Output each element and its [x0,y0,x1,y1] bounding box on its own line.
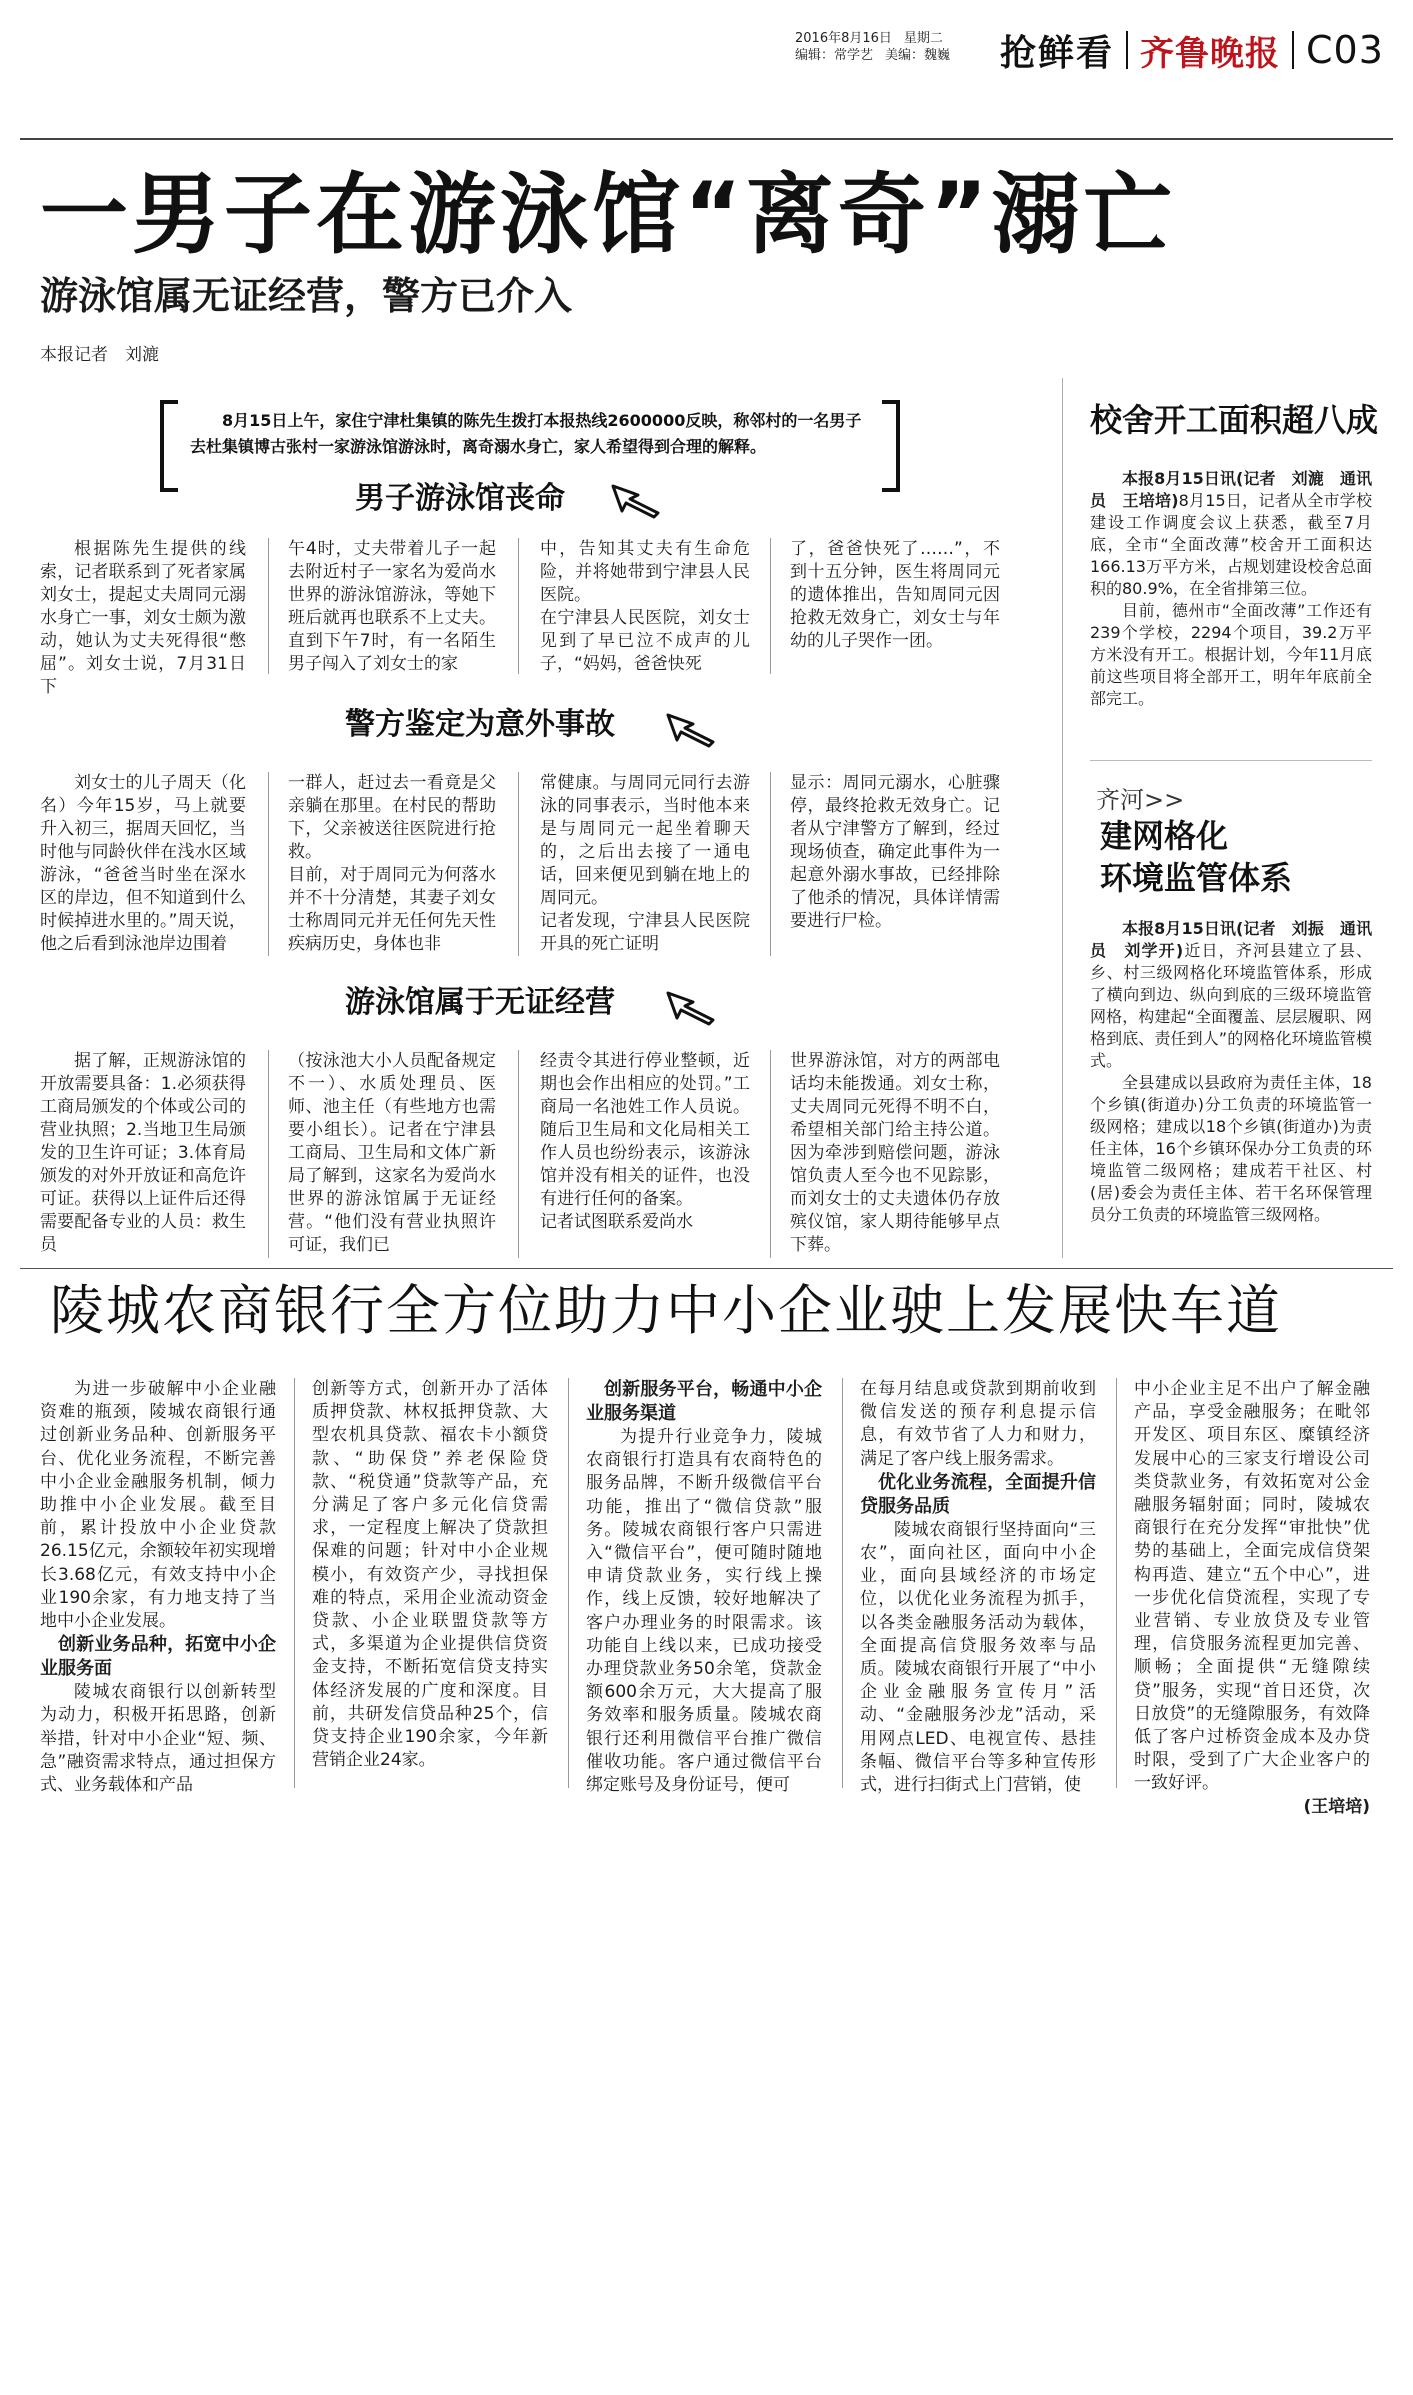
section-title: 游泳馆属于无证经营 [345,985,615,1020]
page-header [1000,24,1384,76]
cursor-arrow-icon [610,483,664,519]
column-rule [518,1050,519,1258]
designer-credit: 美编：魏巍 [885,48,951,63]
main-subhead: 游泳馆属无证经营，警方已介入 [40,274,573,318]
column-rule [770,1050,771,1258]
body-column: 刘女士的儿子周天（化名）今年15岁，马上就要升入初三，据周天回忆，当时他与同龄伙伴在浅水区域游泳，“爸爸当时坐在深水区的岸边，但不知道到什么时候掉进水里的。”周天说，他之后看到泳池岸边围着 [40,773,246,954]
ad-subheading: 创新业务品种，拓宽中小企业服务面 [40,1634,276,1680]
cursor-arrow-icon [665,712,719,748]
lead-bracket-right [882,400,900,492]
column-rule [518,772,519,956]
sidebar-story-divider [1090,760,1372,761]
body-column: 午4时，丈夫带着儿子一起去附近村子一家名为爱尚水世界的游泳馆游泳，等她下班后就再也联系不上丈夫。直到下午7时，有一名陌生男子闯入了刘女士的家 [288,539,496,674]
lead-text: 8月15日上午，家住宁津杜集镇的陈先生拨打本报热线2600000反映，称邻村的一名男子去杜集镇博古张村一家游泳馆游泳时，离奇溺水身亡，家人希望得到合理的解释。 [190,411,862,456]
ad-signature: (王培培) [1303,1796,1370,1817]
page-number: C03 [1306,28,1384,72]
header-divider [1126,31,1128,69]
body-column: 常健康。与周同元同行去游泳的同事表示，当时他本来是与周同元一起坐着聊天的，之后出去接了一通电话，回来便见到躺在地上的周同元。 记者发现，宁津县人民医院开具的死亡证明 [540,773,750,954]
body-column: 显示：周同元溺水，心脏骤停，最终抢救无效身亡。记者从宁津警方了解到，经过现场侦查，确定此事件为一起意外溺水事故，已经排除了他杀的情况，具体详情需要进行尸检。 [790,773,1000,931]
lead-bracket-left [160,400,178,492]
ad-column: 为进一步破解中小企业融资难的瓶颈，陵城农商银行通过创新业务品种、创新服务平台、优化业务流程，不断完善中小企业金融服务机制，倾力助推中小企业发展。截至目前，累计投放中小企业贷款26.15亿元，余额较年初实现增长3.68亿元，有效支持中小企业190余家，有力地支持了当地中小企业发展。 创新业务品种，拓宽中小企业服务面 陵城农商银行以创新转型为动力，积极开拓思路，创新举措，针对中小企业“短、频、急”融资需求特点，通过担保方式、业务载体和产品 [40,1379,276,1796]
ad-column: 创新服务平台，畅通中小企业服务渠道 为提升行业竞争力，陵城农商银行打造具有农商特色的服务品牌，不断升级微信平台功能，推出了“微信贷款”服务。陵城农商银行客户只需进入“微信平台”，便可随时随地申请贷款业务，实行线上操作，线上反馈，较好地解决了客户办理业务的时限需求。该功能自上线以来，已成功接受办理贷款业务50余笔，贷款金额600余万元，大大提高了服务效率和服务质量。陵城农商银行还利用微信平台推广微信催收功能。客户通过微信平台绑定账号及身份证号，便可 [586,1379,822,1796]
column-rule [268,772,269,956]
column-rule [268,1050,269,1258]
issue-date: 2016年8月16日 [795,31,892,46]
sidebar-story2-body: 本报8月15日讯(记者 刘振 通讯员 刘学开)近日，齐河县建立了县、乡、村三级网格化环境监管体系，形成了横向到边、纵向到底的三级环境监管网格，构建起“全面覆盖、层层履职、网格到底、责任到人”的网格化环境监管模式。 全县建成以县政府为责任主体，18个乡镇(街道办)分工负责的环境监管一级网格；建成以18个乡镇(街道办)为责任主体，16个乡镇环保办分工负责的环境监管二级网格；建成若干社区、村(居)委会为责任主体、若干名环保管理员分工负责的环境监管三级网格。 [1090,919,1372,1224]
sidebar-story1-body: 本报8月15日讯(记者 刘漉 通讯员 王培培)8月15日，记者从全市学校建设工作调度会议上获悉，截至7月底，全市“全面改薄”校舍开工面积达166.13万平方米，占规划建设校舍总面积的80.9%，在全省排第三位。 目前，德州市“全面改薄”工作还有239个学校，2294个项目，39.2万平方米没有开工。根据计划，今年11月底前这些项目将全部开工，明年年底前全部完工。 [1090,469,1372,708]
body-column: 经责令其进行停业整顿，近期也会作出相应的处罚。”工商局一名池姓工作人员说。随后卫生局和文化局相关工作人员也纷纷表示，该游泳馆并没有相关的证件，也没有进行任何的备案。 记者试图联系爱尚水 [540,1051,750,1232]
section-title: 警方鉴定为意外事故 [345,707,615,742]
column-rule [518,538,519,674]
section-title: 男子游泳馆丧命 [355,481,565,516]
body-column: 一群人，赶过去一看竟是父亲躺在那里。在村民的帮助下，父亲被送往医院进行抢救。 目前，对于周同元为何落水并不十分清楚，其妻子刘女士称周同元并无任何先天性疾病历史，身体也非 [288,773,496,954]
column-rule [1116,1378,1117,1788]
column-rule [568,1378,569,1788]
column-rule [770,772,771,956]
issue-weekday: 星期二 [903,31,943,46]
column-rule [294,1378,295,1788]
body-column: 据了解，正规游泳馆的开放需要具备：1.必须获得工商局颁发的个体或公司的营业执照；2.当地卫生局颁发的卫生许可证；3.体育局颁发的对外开放证和高危许可证。获得以上证件后还得需要配备专业的人员：救生员 [40,1051,246,1255]
section-name: 抢鲜看 [1000,32,1115,74]
sidebar-story2-kicker: 齐河>> [1096,786,1185,814]
sidebar-story1-dateline: 本报8月15日讯(记者 刘漉 通讯员 王培培) [1090,469,1372,510]
sidebar-story2-title-line1: 建网格化 [1100,817,1229,855]
section-rule [20,1268,1393,1269]
column-rule [770,538,771,674]
body-column: 世界游泳馆，对方的两部电话均未能拨通。刘女士称，丈夫周同元死得不明不白，希望相关部门给主持公道。因为牵涉到赔偿问题，游泳馆负责人至今也不见踪影，而刘女士的丈夫遗体仍存放殡仪馆，家人期待能够早点下葬。 [790,1051,1000,1255]
body-column: 了，爸爸快死了……”，不到十五分钟，医生将周同元的遗体推出，告知周同元因抢救无效身亡，刘女士与年幼的儿子哭作一团。 [790,539,1000,651]
ad-headline: 陵城农商银行全方位助力中小企业驶上发展快车道 [50,1279,1282,1342]
ad-subheading: 创新服务平台，畅通中小企业服务渠道 [586,1379,822,1424]
issue-date-line [795,30,962,64]
column-rule [268,538,269,674]
ad-column: 创新等方式，创新开办了活体质押贷款、林权抵押贷款、大型农机具贷款、福农卡小额贷款、“助保贷”养老保险贷款、“税贷通”贷款等产品，充分满足了客户多元化信贷需求，一定程度上解决了贷款担保难的问题；针对中小企业规模小，有效资产少，寻找担保难的特点，采用企业流动资金贷款、小企业联盟贷款等方式，多渠道为企业提供信贷资金支持，不断拓宽信贷支持实体经济发展的广度和深度。目前，共研发信贷品种25个，信贷支持企业190余家，今年新营销企业24家。 [312,1379,548,1771]
ad-subheading: 优化业务流程，全面提升信贷服务品质 [860,1471,1096,1517]
body-column [540,538,750,676]
lead-box [160,400,900,486]
sidebar-story2-title-line2: 环境监管体系 [1100,859,1293,897]
newspaper-logo: 齐鲁晚报 [1140,33,1281,74]
sidebar-divider [1062,378,1063,1258]
split-paragraphs: 中，告知其丈夫有生命危险，并将她带到宁津县人民医院。 在宁津县人民医院，刘女士见到了早已泣不成声的儿子，“妈妈，爸爸快死 [540,539,750,674]
editor-credit: 编辑：常学艺 [795,48,874,63]
cursor-arrow-icon [665,990,719,1026]
ad-column: 在每月结息或贷款到期前收到微信发送的预存利息提示信息，有效节省了人力和财力，满足了客户线上服务需求。 优化业务流程，全面提升信贷服务品质 陵城农商银行坚持面向“三农”，面向社区，面向中小企业，面向县域经济的市场定位，以优化业务流程为抓手，以各类金融服务活动为载体，全面提高信贷服务效率与品质。陵城农商银行开展了“中小企业金融服务宣传月”活动、“金融服务沙龙”活动，采用网点LED、电视宣传、悬挂条幅、微信平台等多种宣传形式，进行扫街式上门营销，使 [860,1379,1096,1796]
main-byline: 本报记者 刘漉 [40,345,159,365]
main-headline: 一男子在游泳馆“离奇”溺亡 [40,163,1176,266]
sidebar-story2-dateline: 本报8月15日讯(记者 刘振 通讯员 刘学开) [1090,919,1372,960]
sidebar-story1-title: 校舍开工面积超八成 [1090,401,1379,439]
header-rule [20,138,1393,140]
column-rule [842,1378,843,1788]
ad-column: 中小企业主足不出户了解金融产品，享受金融服务；在毗邻开发区、项目东区、糜镇经济发展中心的三家支行增设公司类贷款业务，有效拓宽对公金融服务辐射面；同时，陵城农商银行在充分发挥“审批快”优势的基础上，全面完成信贷架构再造、建立“五个中心”，进一步优化信贷流程，实现了专业营销、专业放贷及专业管理，信贷服务流程更加完善、顺畅；全面提供“无缝隙续贷”服务，实现“首日还贷，次日放贷”的无缝隙服务，有效降低了客户过桥资金成本及办贷时限，受到了广大企业客户的一致好评。 (王培培) [1134,1378,1370,1819]
body-column: 根据陈先生提供的线索，记者联系到了死者家属刘女士，提起丈夫周同元溺水身亡一事，刘女士颇为激动，她认为丈夫死得很“憋屈”。刘女士说，7月31日下 [40,539,246,697]
body-column: （按泳池大小人员配备规定不一）、水质处理员、医师、池主任（有些地方也需要小组长）。记者在宁津县工商局、卫生局和文体广新局了解到，这家名为爱尚水世界的游泳馆属于无证经营。“他们没有营业执照许可证，我们已 [288,1051,496,1255]
header-divider [1292,31,1294,69]
